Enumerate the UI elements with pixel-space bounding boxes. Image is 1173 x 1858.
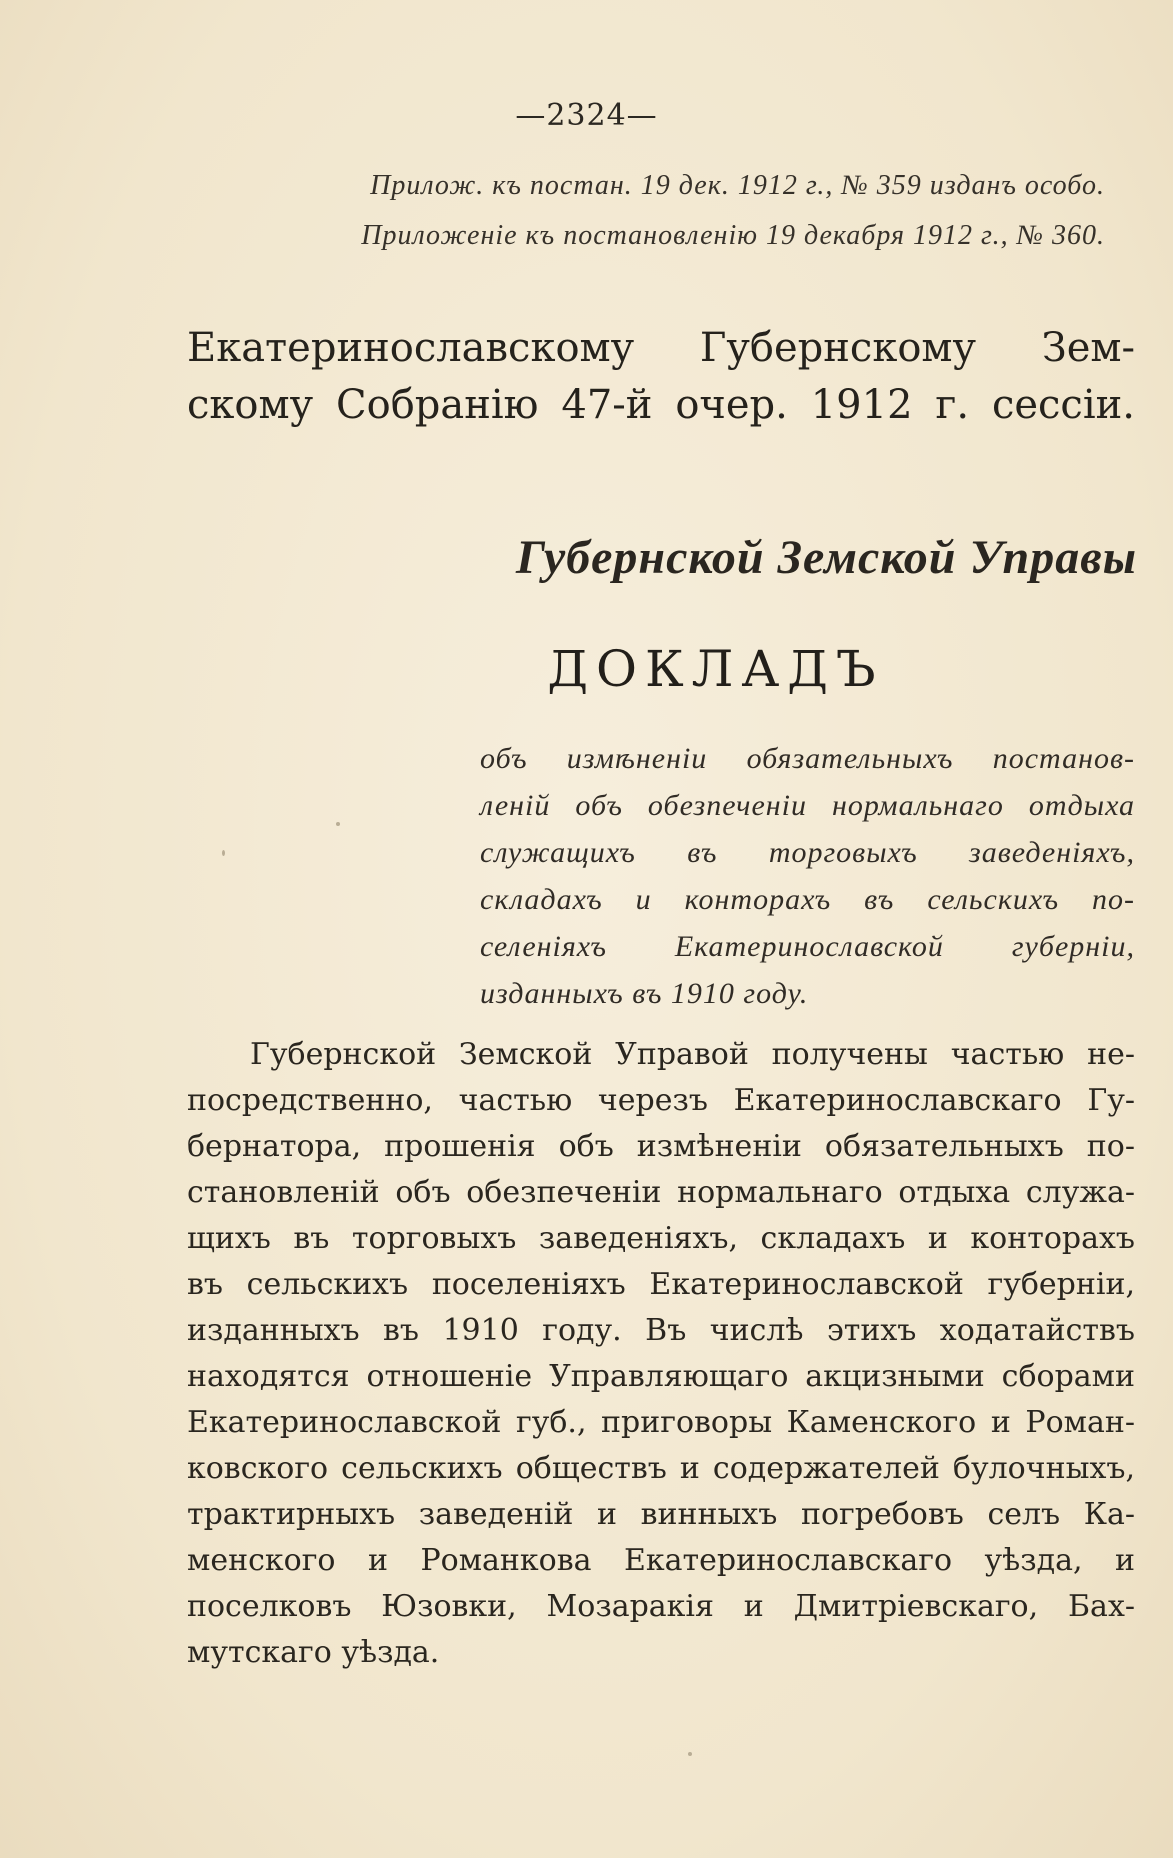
- appendix-note: Прилож. къ постан. 19 дек. 1912 г., № 359 изданъ особо.: [370, 170, 1105, 201]
- page-number: —2324—: [515, 98, 658, 133]
- body-line: Губернской Земской Управой получены частью не-: [250, 1037, 1135, 1072]
- body-line: щихъ въ торговыхъ заведеніяхъ, складахъ и конторахъ: [187, 1221, 1135, 1256]
- description-line: леній объ обезпеченіи нормальнаго отдыха: [480, 789, 1135, 822]
- description-line: складахъ и конторахъ въ сельскихъ по-: [480, 883, 1135, 916]
- description-line: селеніяхъ Екатеринославской губерніи,: [480, 930, 1135, 963]
- body-line: бернатора, прошенія объ измѣненіи обязательныхъ по-: [187, 1129, 1135, 1164]
- body-line: изданныхъ въ 1910 году. Въ числѣ этихъ ходатайствъ: [187, 1313, 1135, 1348]
- print-speck: [222, 850, 225, 856]
- print-speck: [336, 822, 340, 826]
- appendix-note: Приложеніе къ постановленію 19 декабря 1912 г., № 360.: [361, 220, 1105, 251]
- body-line: ковского сельскихъ обществъ и содержателей булочныхъ,: [187, 1451, 1135, 1486]
- body-line: посредственно, частью черезъ Екатеринославскаго Гу-: [187, 1083, 1135, 1118]
- body-line: въ сельскихъ поселеніяхъ Екатеринославской губерніи,: [187, 1267, 1135, 1302]
- heading-line: Екатеринославскому Губернскому Зем-: [187, 325, 1135, 371]
- body-line: становленій объ обезпеченіи нормальнаго отдыха служа-: [187, 1175, 1135, 1210]
- body-line: мутскаго уѣзда.: [187, 1635, 440, 1670]
- body-line: находятся отношеніе Управляющаго акцизными сборами: [187, 1359, 1135, 1394]
- body-line: поселковъ Юзовки, Мозаракія и Дмитріевскаго, Бах-: [187, 1589, 1135, 1624]
- heading-line: скому Собранію 47-й очер. 1912 г. сессіи.: [187, 382, 1135, 428]
- description-line: объ измѣненіи обязательныхъ постанов-: [480, 742, 1135, 775]
- subtitle: Губернской Земской Управы: [515, 531, 1137, 584]
- body-line: трактирныхъ заведеній и винныхъ погребовъ селъ Ка-: [187, 1497, 1135, 1532]
- body-line: Екатеринославской губ., приговоры Каменского и Роман-: [187, 1405, 1135, 1440]
- body-line: менского и Романкова Екатеринославскаго уѣзда, и: [187, 1543, 1135, 1578]
- description-line: изданныхъ въ 1910 году.: [480, 977, 809, 1010]
- document-title: ДОКЛАДЪ: [547, 640, 884, 698]
- print-speck: [688, 1752, 692, 1756]
- description-line: служащихъ въ торговыхъ заведеніяхъ,: [480, 836, 1135, 869]
